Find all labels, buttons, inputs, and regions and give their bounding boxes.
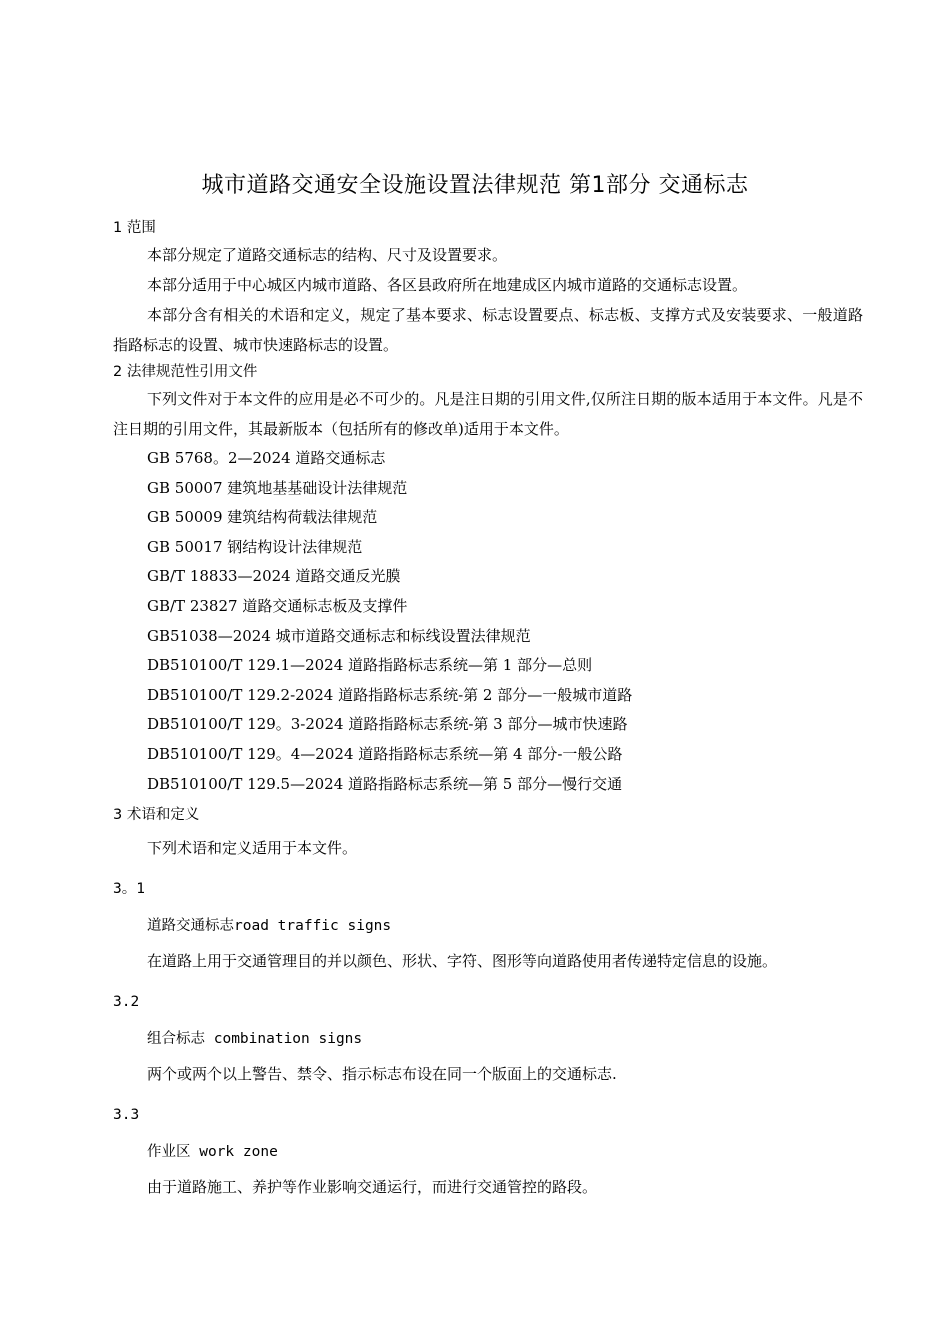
reference-item: GB/T 23827 道路交通标志板及支撑件 — [147, 596, 408, 615]
term-definition: 由于道路施工、养护等作业影响交通运行，而进行交通管控的路段。 — [147, 1178, 598, 1197]
term-entry — [113, 990, 863, 1089]
term-definition: 两个或两个以上警告、禁令、指示标志布设在同一个版面上的交通标志. — [147, 1065, 617, 1084]
reference-list — [113, 444, 863, 799]
term-name: 组合标志 combination signs — [147, 1031, 363, 1048]
reference-item: GB 50007 建筑地基基础设计法律规范 — [147, 478, 408, 497]
section-terms — [113, 803, 863, 1202]
scope-paragraph: 本部分适用于中心城区内城市道路、各区县政府所在地建成区内城市道路的交通标志设置。 — [147, 276, 748, 294]
term-number: 3.2 — [113, 994, 140, 1011]
section-scope — [113, 216, 863, 360]
terms-intro: 下列术语和定义适用于本文件。 — [147, 839, 358, 858]
reference-item: GB 50009 建筑结构荷载法律规范 — [147, 508, 378, 527]
term-number: 3。1 — [113, 881, 145, 898]
term-number: 3.3 — [113, 1107, 140, 1124]
term-entry — [113, 877, 863, 976]
term-definition: 在道路上用于交通管理目的并以颜色、形状、字符、图形等向道路使用者传递特定信息的设施。 — [147, 952, 778, 971]
reference-item: DB510100/T 129。3-2024 道路指路标志系统-第 3 部分—城市快速路 — [147, 715, 628, 734]
reference-item: GB/T 18833—2024 道路交通反光膜 — [147, 567, 401, 586]
document-title: 城市道路交通安全设施设置法律规范 第1部分 交通标志 — [201, 173, 749, 198]
term-entry — [113, 1103, 863, 1202]
section-heading-references: 2 法律规范性引用文件 — [113, 364, 258, 380]
section-heading-scope: 1 范围 — [113, 220, 156, 236]
scope-paragraph: 本部分规定了道路交通标志的结构、尺寸及设置要求。 — [147, 246, 508, 264]
reference-item: DB510100/T 129.1—2024 道路指路标志系统—第 1 部分—总则 — [147, 656, 593, 675]
references-intro: 下列文件对于本文件的应用是必不可少的。凡是注日期的引用文件,仅所注日期的版本适用于本文件。凡是不注日期的引用文件，其最新版本（包括所有的修改单)适用于本文件。 — [113, 390, 863, 438]
scope-paragraph: 本部分含有相关的术语和定义，规定了基本要求、标志设置要点、标志板、支撑方式及安装要求、一般道路指路标志的设置、城市快速路标志的设置。 — [113, 306, 863, 354]
reference-item: DB510100/T 129.2-2024 道路指路标志系统-第 2 部分—一般城市道路 — [147, 685, 633, 704]
section-references — [113, 360, 863, 799]
term-name: 道路交通标志road traffic signs — [147, 918, 392, 935]
term-name: 作业区 work zone — [147, 1144, 278, 1161]
section-heading-terms: 3 术语和定义 — [113, 807, 200, 824]
reference-item: GB51038—2024 城市道路交通标志和标线设置法律规范 — [147, 626, 531, 645]
document-body — [113, 216, 863, 1202]
reference-item: DB510100/T 129.5—2024 道路指路标志系统—第 5 部分—慢行交通 — [147, 774, 623, 793]
reference-item: DB510100/T 129。4—2024 道路指路标志系统—第 4 部分-一般公路 — [147, 744, 623, 763]
reference-item: GB 50017 钢结构设计法律规范 — [147, 537, 363, 556]
reference-item: GB 5768。2—2024 道路交通标志 — [147, 449, 386, 467]
